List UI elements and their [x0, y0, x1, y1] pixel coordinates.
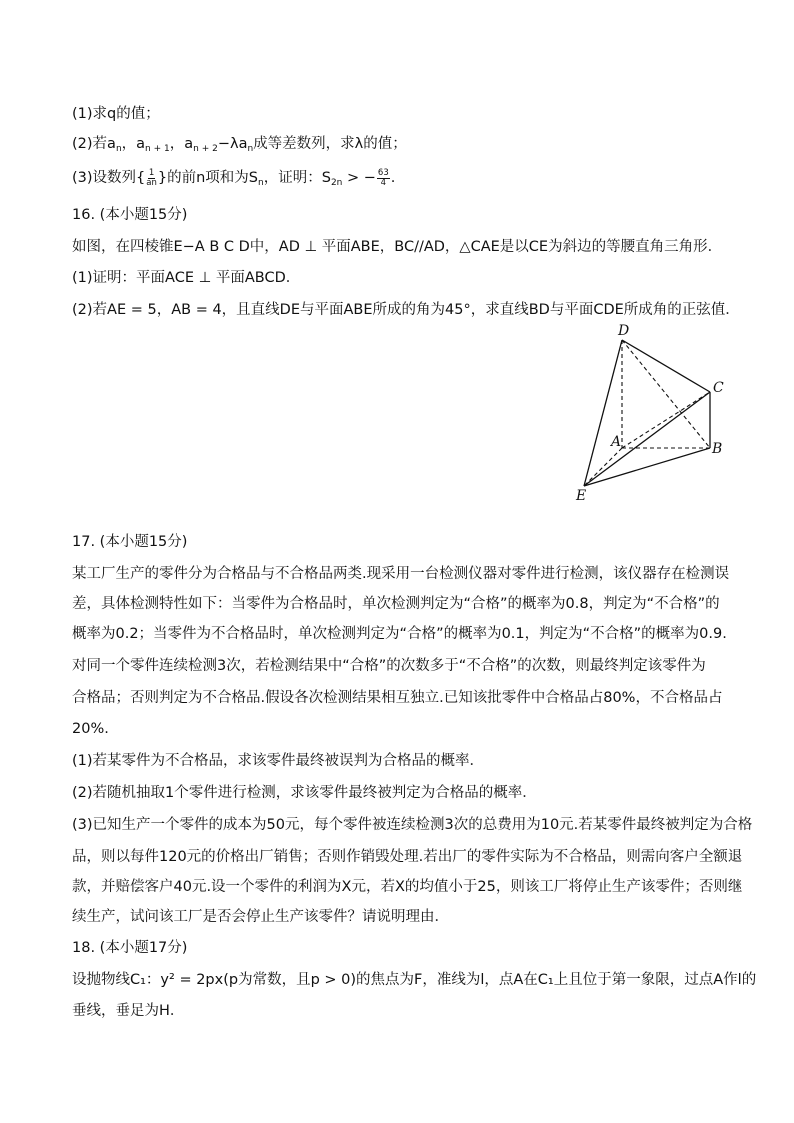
- bound-fraction: $\frac{63}{4}$: [377, 167, 389, 188]
- q18-header: 18. (本小题17分): [72, 940, 188, 956]
- q17-intro-line: 20%.: [72, 721, 109, 737]
- q16-intro: 如图，在四棱锥E−A B C D中，AD ⊥ 平面ABE，BC//AD，△CAE是以CE为斜边的等腰直角三角形．: [72, 239, 723, 255]
- q17-intro-line: 某工厂生产的零件分为合格品与不合格品两类.现采用一台检测仪器对零件进行检测，该仪器存在检测误: [72, 566, 730, 582]
- q17-intro-line: 对同一个零件连续检测3次，若检测结果中“合格”的次数多于“不合格”的次数，则最终判定该零件为: [72, 658, 706, 674]
- q17-part1: (1)若某零件为不合格品，求该零件最终被误判为合格品的概率．: [72, 753, 485, 769]
- label-B: B: [712, 441, 723, 457]
- q18-line: 垂线，垂足为H．: [72, 1003, 185, 1019]
- q17-part3-line: 款，并赔偿客户40元.设一个零件的利润为X元，若X的均值小于25，则该工厂将停止生产该零件；否则继: [72, 879, 743, 895]
- label-E: E: [576, 488, 587, 504]
- q18-line: 设抛物线C₁：y² = 2px(p为常数，且p > 0)的焦点为F，准线为l，点A在C₁上且位于第一象限，过点A作l的: [72, 972, 757, 988]
- q17-part3-line: (3)已知生产一个零件的成本为50元，每个零件被连续检测3次的总费用为10元.若某零件最终被判定为合格: [72, 817, 753, 833]
- q16-part2: (2)若AE = 5，AB = 4，且直线DE与平面ABE所成的角为45°，求直线BD与平面CDE所成角的正弦值．: [72, 302, 740, 318]
- reciprocal-fraction: $\frac{1}{an}$: [146, 167, 157, 188]
- q17-part3-line: 品，则以每件120元的价格出厂销售；否则作销毁处理.若出厂的零件实际为不合格品，则需向客户全额退: [72, 849, 743, 865]
- q17-intro-line: 差，具体检测特性如下：当零件为合格品时，单次检测判定为“合格”的概率为0.8，判定为“不合格”的: [72, 596, 720, 612]
- q15-part3: (3)设数列{ $\frac{1}{an}$ }的前n项和为$S_n$，证明：$S_{2n}$ > − $\frac{63}{4}$ .: [72, 167, 396, 188]
- q17-intro-line: 合格品；否则判定为不合格品.假设各次检测结果相互独立.已知该批零件中合格品占80%，不合格品占: [72, 690, 723, 706]
- q17-header: 17. (本小题15分): [72, 534, 188, 550]
- label-A: A: [611, 434, 622, 450]
- q16-header: 16. (本小题15分): [72, 207, 188, 223]
- label-D: D: [618, 323, 630, 339]
- q15-part2: (2)若$a_n$，$a_{n + 1}$，$a_{n + 2}-\lambda a_n$成等差数列，求λ的值；: [72, 136, 407, 154]
- pyramid-figure: [570, 320, 730, 505]
- label-C: C: [713, 380, 724, 396]
- q17-part3-line: 续生产，试问该工厂是否会停止生产该零件？请说明理由．: [72, 909, 449, 925]
- q16-part1: (1)证明：平面ACE ⊥ 平面ABCD．: [72, 270, 301, 286]
- q15-part1: (1)求q的值；: [72, 106, 160, 122]
- q17-intro-line: 概率为0.2；当零件为不合格品时，单次检测判定为“合格”的概率为0.1，判定为“不合格”的概率为0.9.: [72, 626, 727, 642]
- q17-part2: (2)若随机抽取1个零件进行检测，求该零件最终被判定为合格品的概率．: [72, 785, 537, 801]
